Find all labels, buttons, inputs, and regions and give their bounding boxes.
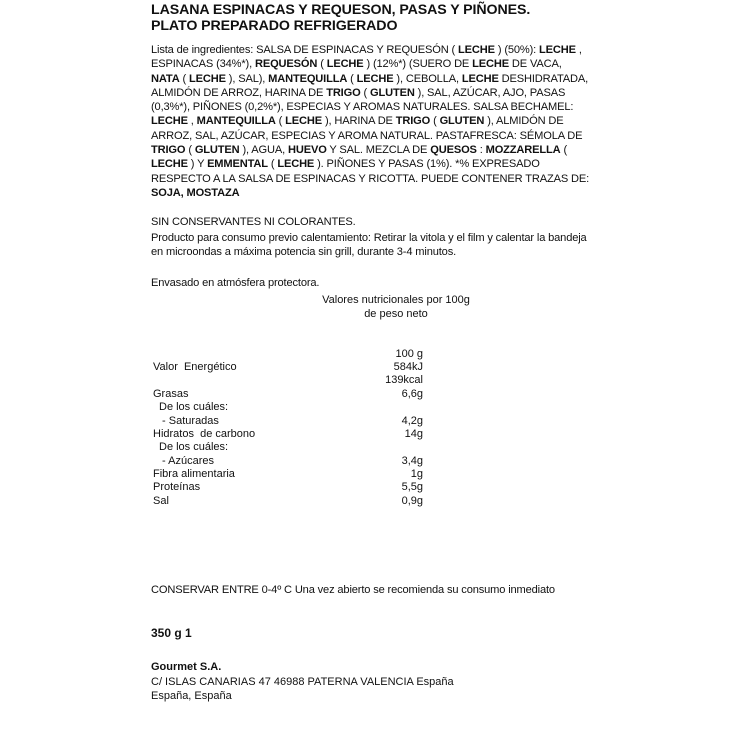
nutrition-table-header: Valores nutricionales por 100g de peso neto (322, 294, 470, 320)
ingredients-list (151, 43, 591, 200)
nutrient-label: Proteínas (153, 481, 201, 493)
ingredient-text: ), HARINA DE (322, 115, 396, 128)
nutrient-label: Sal (153, 495, 169, 507)
nutrient-value: 5,5g (401, 481, 423, 493)
nutrition-row (153, 415, 423, 428)
nutrient-label: De los cuáles: (159, 441, 229, 453)
allergen-highlight: LECHE (461, 72, 499, 85)
nutrient-value: 14g (404, 428, 423, 440)
allergen-highlight: LECHE (458, 44, 495, 56)
ingredient-text: ( (560, 144, 568, 157)
ingredient-text: ) (12%*) (SUERO DE (363, 58, 473, 71)
nutrition-row (153, 481, 423, 494)
ingredient-text: ( (347, 72, 357, 85)
nutrition-row (153, 388, 423, 401)
nutrient-label: De los cuáles: (159, 401, 229, 413)
allergen-highlight: REQUESÓN (254, 58, 318, 71)
allergen-highlight: TRIGO (151, 144, 186, 157)
nutrient-label: Fibra alimentaria (153, 468, 235, 480)
nutrition-row (153, 455, 423, 468)
allergen-highlight: LECHE (356, 72, 394, 85)
allergen-highlight: MANTEQUILLA (268, 72, 348, 85)
ingredient-text: ) Y (187, 158, 208, 171)
ingredient-text: ( (360, 86, 370, 99)
allergen-highlight: GLUTEN (194, 144, 240, 157)
nutrient-value: 139kcal (385, 374, 423, 386)
nutrient-label: Valor Energético (153, 361, 237, 373)
preparation-instructions: Producto para consumo previo calentamiento: Retirar la vitola y el film y calentar la bandeja en microondas a máxima potencia sin grill, durante 3-4 minutos. (151, 232, 587, 259)
product-title-line1: LASANA ESPINACAS Y REQUESON, PASAS Y PIÑONES. (151, 2, 531, 18)
ingredient-text: ), ALMIDÓN DE ARROZ, SAL, AZÚCAR, ESPECIAS Y AROMA NATURAL. PASTAFRESCA: SÉMOLA DE (151, 115, 583, 142)
allergen-highlight: TRIGO (395, 115, 431, 128)
allergen-highlight: LECHE (285, 115, 323, 128)
ingredient-text: ), SAL), (225, 72, 269, 85)
nutrient-label: Hidratos de carbono (153, 428, 256, 440)
company-address: C/ ISLAS CANARIAS 47 46988 PATERNA VALENCIA España (151, 675, 454, 688)
allergen-highlight: NATA (151, 72, 180, 85)
company-country: España, España (151, 690, 232, 702)
nutrient-value: 100 g (395, 348, 423, 360)
allergen-highlight: EMMENTAL (207, 158, 268, 171)
company-name: Gourmet S.A. (151, 661, 222, 673)
ingredient-text: , (187, 115, 197, 128)
ingredient-text: ( (275, 115, 286, 128)
nutrition-row (153, 401, 423, 414)
allergen-highlight: LECHE (151, 158, 188, 171)
allergen-highlight: MANTEQUILLA (196, 115, 276, 128)
nutrition-row (153, 361, 423, 374)
ingredient-text: ( (317, 58, 327, 71)
nutrient-value: 0,9g (401, 495, 423, 507)
packaging-note: Envasado en atmósfera protectora. (151, 277, 320, 289)
ingredient-text: ( (430, 115, 440, 128)
nutrition-row (153, 495, 423, 508)
company-info (151, 660, 591, 704)
nutrition-row (153, 374, 423, 387)
allergen-highlight: HUEVO (287, 144, 327, 157)
storage-instructions: CONSERVAR ENTRE 0-4º C Una vez abierto se recomienda su consumo inmediato (151, 584, 555, 596)
allergen-highlight: GLUTEN (439, 115, 485, 128)
allergen-highlight: GLUTEN (370, 86, 415, 99)
nutrient-value: 584kJ (393, 361, 423, 373)
ingredient-text: , ESPINACAS (34%*), (151, 44, 582, 71)
no-preservatives-text: SIN CONSERVANTES NI COLORANTES. (151, 216, 356, 228)
allergen-highlight: LECHE (539, 44, 576, 56)
allergen-highlight: LECHE (326, 58, 364, 71)
allergen-highlight: QUESOS (430, 144, 477, 157)
nutrient-label: Grasas (153, 388, 189, 400)
allergen-highlight: LECHE (189, 72, 226, 85)
ingredient-text: DESHIDRATADA, ALMIDÓN DE ARROZ, HARINA DE (151, 72, 589, 99)
net-quantity: 350 g 1 (151, 626, 192, 640)
nutrient-value: 3,4g (401, 455, 423, 467)
allergen-highlight: LECHE (151, 115, 188, 128)
ingredient-text: ), AGUA, (239, 144, 288, 157)
allergen-highlight: TRIGO (326, 86, 361, 99)
nutrition-row (153, 441, 423, 454)
ingredient-text: DE VACA, (508, 58, 562, 71)
allergen-highlight: SOJA, MOSTAZA (151, 186, 240, 199)
nutrient-value: 4,2g (401, 415, 423, 427)
ingredient-text: ( (267, 158, 278, 171)
ingredient-text: ), CEBOLLA, (393, 72, 462, 85)
ingredient-text: ( (179, 72, 189, 85)
ingredient-text: Lista de ingredientes: SALSA DE ESPINACAS Y REQUESÓN ( (151, 44, 459, 56)
nutrient-label: - Saturadas (159, 415, 219, 427)
allergen-highlight: MOZZARELLA (485, 144, 561, 157)
nutrition-row (153, 468, 423, 481)
allergen-highlight: LECHE (472, 58, 509, 71)
nutrition-row (153, 348, 423, 361)
ingredient-text: ) (50%): (494, 44, 540, 56)
ingredient-text: ( (185, 144, 195, 157)
ingredient-text: : (476, 144, 486, 157)
ingredient-text: ). PIÑONES Y PASAS (1%). *% EXPRESADO RESPECTO A LA SALSA DE ESPINACAS Y RICOTTA. PUEDE CONTENER TRAZAS DE: (151, 158, 590, 185)
nutrient-label: - Azúcares (159, 455, 215, 467)
product-title (151, 2, 591, 34)
nutrition-row (153, 428, 423, 441)
allergen-highlight: LECHE (277, 158, 315, 171)
ingredient-text: ), SAL, AZÚCAR, AJO, PASAS (0,3%*), PIÑONES (0,2%*), ESPECIAS Y AROMAS NATURALES. SALSA BECHAMEL: (151, 86, 574, 114)
nutrient-value: 1g (410, 468, 423, 480)
ingredient-text: Y SAL. MEZCLA DE (326, 144, 431, 157)
nutrient-value: 6,6g (401, 388, 423, 400)
product-title-line2: PLATO PREPARADO REFRIGERADO (151, 18, 398, 34)
